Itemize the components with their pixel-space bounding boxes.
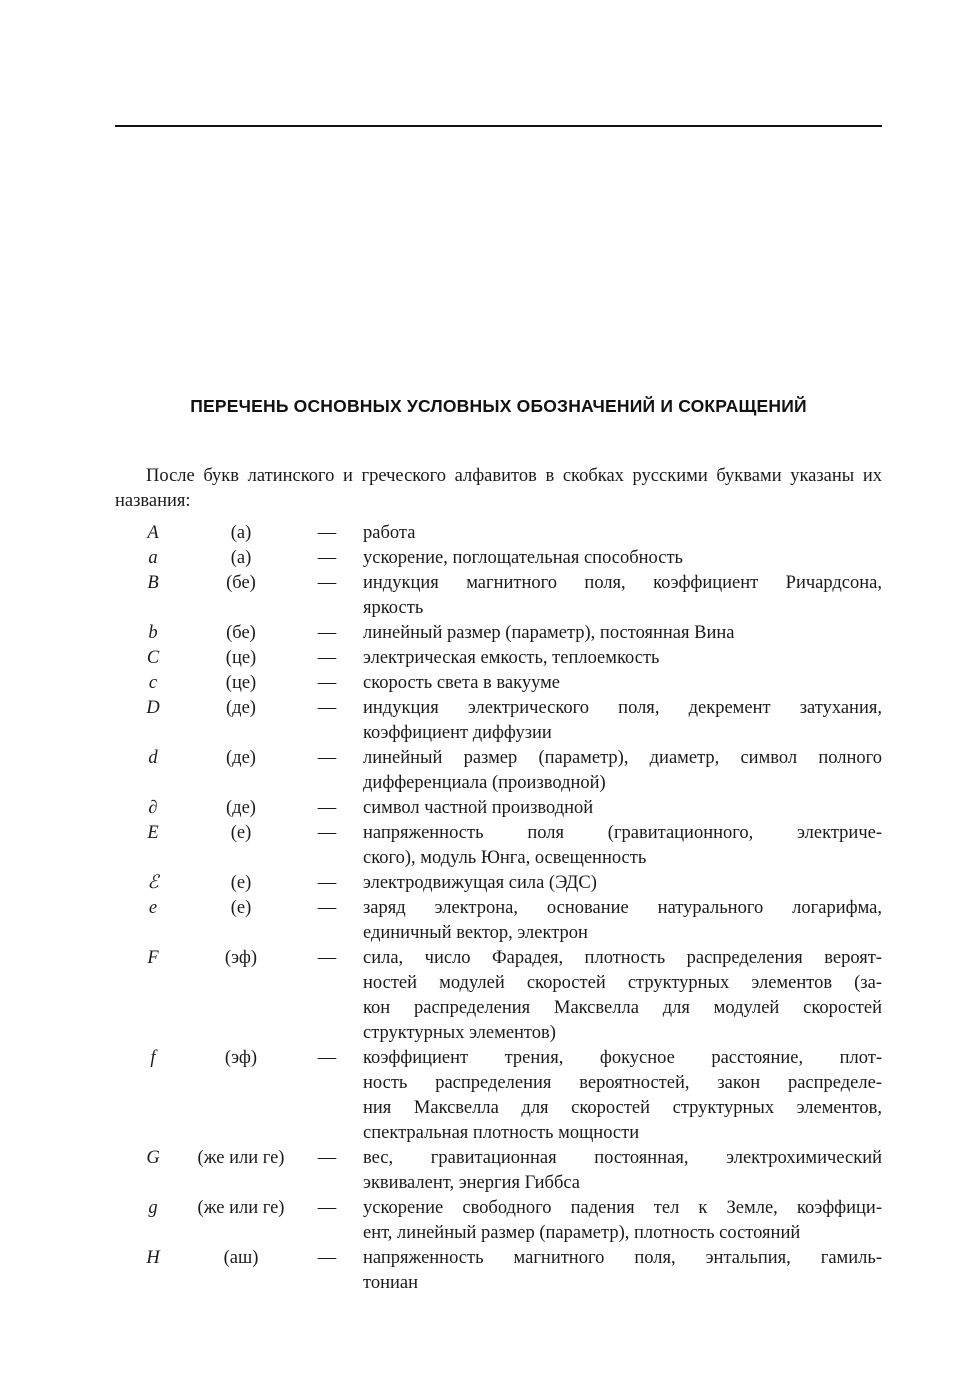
- notation-entry: [115, 1196, 882, 1246]
- entry-symbol: E: [147, 823, 159, 843]
- description-line: линейный размер (параметр), постоянная Вина: [363, 623, 735, 643]
- entry-dash: —: [317, 698, 337, 718]
- description-line: скорость света в вакууме: [363, 673, 560, 693]
- entry-description: [363, 821, 882, 871]
- entry-symbol: g: [148, 1198, 158, 1218]
- entry-dash: —: [317, 623, 337, 643]
- entry-symbol: G: [146, 1148, 160, 1168]
- entry-symbol: ℰ: [147, 873, 159, 893]
- header-rule: [115, 125, 882, 127]
- description-line: ностей модулей скоростей структурных элементов (за-: [363, 973, 882, 993]
- entry-symbol: a: [148, 548, 158, 568]
- entry-letter-name: (бе): [226, 573, 256, 593]
- entry-dash: —: [317, 1198, 337, 1218]
- entry-letter-name: (а): [230, 523, 252, 543]
- entry-symbol: c: [148, 673, 158, 693]
- description-line: единичный вектор, электрон: [363, 923, 588, 943]
- entry-symbol: B: [147, 573, 159, 593]
- entry-symbol: f: [150, 1048, 156, 1068]
- entry-letter-name: (де): [226, 698, 256, 718]
- entry-description: [363, 1246, 882, 1296]
- notation-entry: [115, 896, 882, 946]
- notation-entry: [115, 1046, 882, 1146]
- description-line: ность распределения вероятностей, закон распределе-: [363, 1073, 882, 1093]
- entry-dash: —: [317, 548, 337, 568]
- entry-letter-name: (а): [230, 548, 252, 568]
- entry-description: [363, 1046, 882, 1146]
- description-line: коэффициент диффузии: [363, 723, 552, 743]
- entry-dash: —: [317, 573, 337, 593]
- entry-symbol: C: [146, 648, 160, 668]
- entry-dash: —: [317, 523, 337, 543]
- notation-entry: [115, 646, 882, 671]
- notation-entry: [115, 571, 882, 621]
- entry-description: [363, 946, 882, 1046]
- entry-description: [363, 746, 882, 796]
- entry-letter-name: (е): [230, 898, 252, 918]
- notation-entry: [115, 696, 882, 746]
- description-line: ускорение, поглощательная способность: [363, 548, 683, 568]
- entry-symbol: D: [146, 698, 160, 718]
- entry-symbol: A: [147, 523, 159, 543]
- entry-symbol: b: [148, 623, 158, 643]
- notation-list: [115, 521, 882, 1296]
- description-line: сила, число Фарадея, плотность распределения вероят-: [363, 948, 882, 968]
- entry-letter-name: (эф): [224, 1048, 258, 1068]
- entry-dash: —: [317, 823, 337, 843]
- notation-entry: [115, 671, 882, 696]
- notation-entry: [115, 546, 882, 571]
- entry-letter-name: (де): [226, 798, 256, 818]
- entry-symbol: d: [148, 748, 158, 768]
- entry-symbol: H: [146, 1248, 160, 1268]
- description-line: ускорение свободного падения тел к Земле, коэффици-: [363, 1198, 882, 1218]
- description-line: напряженность магнитного поля, энтальпия, гамиль-: [363, 1248, 882, 1268]
- description-line: эквивалент, энергия Гиббса: [363, 1173, 581, 1193]
- entry-letter-name: (аш): [223, 1248, 259, 1268]
- entry-dash: —: [317, 648, 337, 668]
- entry-letter-name: (эф): [224, 948, 258, 968]
- description-line: вес, гравитационная постоянная, электрохимический: [363, 1148, 882, 1168]
- entry-dash: —: [317, 1148, 337, 1168]
- entry-description: [363, 571, 882, 621]
- entry-description: [363, 896, 882, 946]
- entry-letter-name: (це): [225, 673, 257, 693]
- entry-dash: —: [317, 748, 337, 768]
- description-line: электродвижущая сила (ЭДС): [363, 873, 597, 893]
- description-line: работа: [363, 523, 416, 543]
- description-line: индукция электрического поля, декремент затухания,: [363, 698, 882, 718]
- entry-description: [363, 696, 882, 746]
- notation-entry: [115, 1146, 882, 1196]
- entry-dash: —: [317, 873, 337, 893]
- entry-description: [363, 1196, 882, 1246]
- entry-dash: —: [317, 1048, 337, 1068]
- description-line: линейный размер (параметр), диаметр, символ полного: [363, 748, 882, 768]
- entry-letter-name: (бе): [226, 623, 256, 643]
- description-line: ент, линейный размер (параметр), плотность состояний: [363, 1223, 801, 1243]
- intro-paragraph: После букв латинского и греческого алфавитов в скобках русскими буквами указаны их названия:: [115, 466, 882, 511]
- entry-description: [363, 646, 882, 671]
- notation-entry: [115, 796, 882, 821]
- entry-dash: —: [317, 798, 337, 818]
- notation-entry: [115, 871, 882, 896]
- description-line: дифференциала (производной): [363, 773, 606, 793]
- entry-letter-name: (е): [230, 873, 252, 893]
- entry-dash: —: [317, 1248, 337, 1268]
- entry-symbol: ∂: [148, 798, 158, 818]
- entry-description: [363, 871, 882, 896]
- entry-dash: —: [317, 673, 337, 693]
- notation-entry: [115, 821, 882, 871]
- entry-symbol: F: [147, 948, 159, 968]
- entry-letter-name: (же или ге): [197, 1148, 285, 1168]
- description-line: коэффициент трения, фокусное расстояние, плот-: [363, 1048, 882, 1068]
- entry-letter-name: (це): [225, 648, 257, 668]
- entry-dash: —: [317, 898, 337, 918]
- description-line: тониан: [363, 1273, 419, 1293]
- description-line: заряд электрона, основание натурального логарифма,: [363, 898, 882, 918]
- description-line: напряженность поля (гравитационного, электриче-: [363, 823, 882, 843]
- description-line: структурных элементов): [363, 1023, 556, 1043]
- notation-entry: [115, 746, 882, 796]
- notation-entry: [115, 1246, 882, 1296]
- entry-letter-name: (же или ге): [197, 1198, 285, 1218]
- description-line: ского), модуль Юнга, освещенность: [363, 848, 647, 868]
- entry-letter-name: (е): [230, 823, 252, 843]
- entry-symbol: e: [148, 898, 158, 918]
- entry-description: [363, 546, 882, 571]
- entry-description: [363, 621, 882, 646]
- notation-entry: [115, 621, 882, 646]
- notation-entry: [115, 521, 882, 546]
- description-line: спектральная плотность мощности: [363, 1123, 640, 1143]
- entry-dash: —: [317, 948, 337, 968]
- description-line: кон распределения Максвелла для модулей скоростей: [363, 998, 882, 1018]
- description-line: индукция магнитного поля, коэффициент Ричардсона,: [363, 573, 882, 593]
- entry-description: [363, 671, 882, 696]
- entry-description: [363, 796, 882, 821]
- description-line: яркость: [363, 598, 424, 618]
- description-line: электрическая емкость, теплоемкость: [363, 648, 660, 668]
- page-title: ПЕРЕЧЕНЬ ОСНОВНЫХ УСЛОВНЫХ ОБОЗНАЧЕНИЙ И СОКРАЩЕНИЙ: [190, 396, 807, 416]
- notation-entry: [115, 946, 882, 1046]
- entry-letter-name: (де): [226, 748, 256, 768]
- entry-description: [363, 521, 882, 546]
- description-line: символ частной производной: [363, 798, 594, 818]
- entry-description: [363, 1146, 882, 1196]
- description-line: ния Максвелла для скоростей структурных элементов,: [363, 1098, 882, 1118]
